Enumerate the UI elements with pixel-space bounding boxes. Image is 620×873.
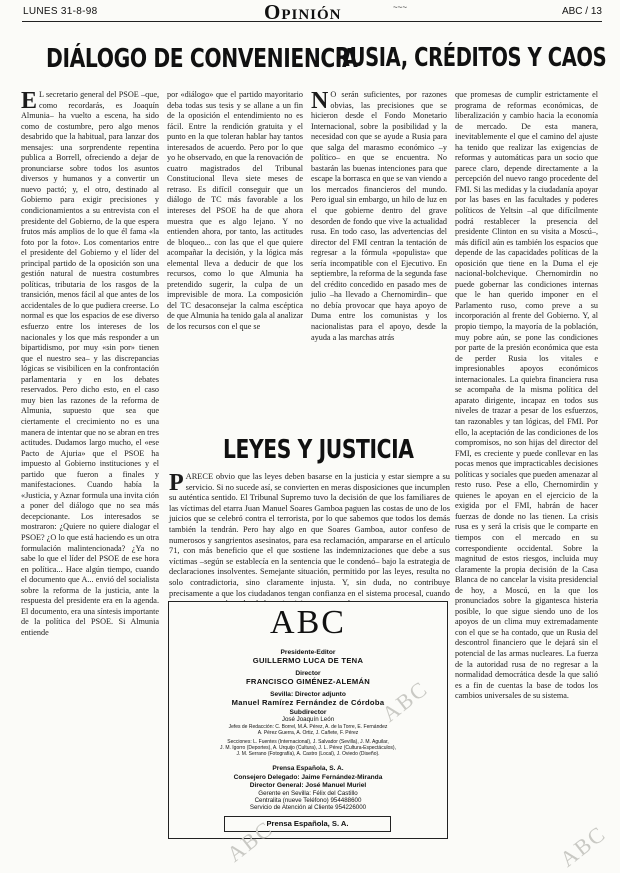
watermark-abc: ABC <box>377 675 433 727</box>
staff-line: J. M. Serrano (Fotografía), A. Castro (Local), J. Oviedo (Diseño). <box>236 751 380 757</box>
subdirector-role: Subdirector <box>289 709 327 716</box>
article-text: L secretario general del PSOE –que, como recordarás, es Joaquín Almunia– ha vuelto a escena, ha sido como de costumbre, pero algo menos desabrido que la habitual, para lanzar dos mensajes: una sorprendente repentina publica a Borrell, ofreciendo a dejar de pronunciarse sobre todos los asuntos diversos y humanos y a convertir un nuevo pactó; y, el otro, destinado al Gobierno para exigir precisiones y condicionamientos a su entrevista con el presidente del Gobierno, de la que espera frutos más amplios de lo que él fama «la foto por la foto». Los comentarios entre el presidente del Gobierno y el líder del principal partido de la oposición son una gestión natural de nuestra costumbres políticas, tributaria de los rasgos de la transición, menos fácil al que antes de los accidentales de lo que pudiera creerse. Lo normal es que los espacios de ese diverso esfuerzo entre los intereses de los nacionales y los que más responder a un bipartidismo, por muy «sin por» tienen que el nuestro sea– y las discrepancias lógicas se visibilicen en la confrontación parlamentaria y en los debates reservados. Pero dicho esto, en el caso muy bien las razones de la reforma de Almunia, supuesto que sea que ciertamente el crecimiento no es una manera de intentar que no se abran en tres actitudes. Dudamos largo mucho, el «ese Pacto de Ajuria» que el PSOE ha impuesto al Gobierno instituciones y el partido que fueron a finales y manifestaciones. Cuando había la «Justicia, y Aznar formula una invita ción a poner del diálogo que no sea más decepcionante. Los interesados se mostraron: ¿Quiere no quiere dialogar el PSOE? ¿O lo que está haciendo es un otra formulación malintencionada? ¿Ya no sabe lo que el líder del PSOE de ese hora en política... Hace algún tiempo, cuando el documento que A... envió del socialista sobre la reforma de la justicia, ante la respuesta del presidente era en la agenda. El documento, era una síntesis importante de la política del PSOE. Si Almunia entiende <box>21 90 159 637</box>
sevilla-role: Sevilla: Director adjunto <box>270 691 346 698</box>
headline-dialogo: DIÁLOGO DE CONVENIENCIA <box>46 44 358 74</box>
staff-line: A. Pérez Guerra, A. Ortiz, J. Cañete, F. Pérez <box>257 730 359 736</box>
subdirector-name: José Joaquín León <box>281 716 335 723</box>
director-role: Director <box>295 670 321 677</box>
director-name: FRANCISCO GIMÉNEZ-ALEMÁN <box>245 677 371 686</box>
abc-logo: ABC <box>270 604 346 641</box>
publisher-box: Prensa Española, S. A. <box>224 816 391 832</box>
article-text: que promesas de cumplir estrictamente el programa de reformas económicas, de liberalización y cambio hacia la economía de mercado. De esta manera, inevitablemente el que el camino del ajuste ha tenido que realizar las exigencias de reformas y automáticas para un socio que parece claro, depende directamente a la percepción del nuevo rango procedente del FMI. Si las medidas y la ciudadanía apoyar por las bases en las facultades y poderes políticos de Yeltsin –al que difícilmente podrá restablecer la presencia del presidente Clinton en su visita a Moscú–, más difícil aún es también los espacios que depende de las capacidades políticas de la oposición que tiene en la Duma el eje nacional-bolchevique. Chernomirdin no puede gobernar las condiciones internas que le han querido imponer en el Parlamento ruso, como preve a su incorporación al frente del Gobierno. Y, al propio tiempo, la mayoría de la población, muy pobre aún, se pone las condiciones por parte de la presión económica que esta de perder Rusia los vitales e impresionables apoyos económicos internacionales. La quiebra financiera rusa se acompaña de la misma política del aparato dirigente, incapaz en todos sus niveles de trazar a pesar de los esfuerzos, tan razonables y tan lógicas, del FMI. Por ello, la aceptación de las condiciones de los compromisos, no son hijas del director del FMI, es creciente y puede conllevar en las pocas menos que impracticables decisiones políticas y sociales que pueden amenazar al resto ruso. Pese a ello, Chernomirdin y quienes le apoyan en el ejercicio de la exigida por el FMI, habrán de hacer fuerzas de donde no las tienen. La crisis rusa es y será la crisis que le comparte en tiempos con el mercado en su correspondiente occidental. Sobre la magnitud de estos riesgos, incluida muy claramente la propia decisión de la Casa Blanca de no cancelar la visita presidencial de hoy, a Moscú, en la que los pronunciados sobre la gigantesca histeria posible, lo que sigue siendo uno de los apoyos de un clima muy extremadamente con el que se ha contado, que un Rusia del descontrol financiero que le dejará sin el potencial de las armas nucleares. La fuerza de la autoridad rusa de no regresar a la normalidad democrática desde la que salió es a fin de cuentas la base de todos los cambios universales de su sistema. <box>455 90 598 701</box>
watermark-abc: ABC <box>222 815 278 867</box>
staff-line: Jefes de Redacción: C. Borrel, M.Á. Pérez, A. de la Torre, E. Fernández <box>228 724 388 730</box>
dropcap: N <box>311 88 329 114</box>
contact-phone: Centralita (nueve Teléfono) 954488600 <box>254 797 362 804</box>
dropcap: P <box>169 470 184 496</box>
director-general: Director General: José Manuel Muriel <box>249 782 367 789</box>
header-date: LUNES 31-8-98 <box>23 6 98 17</box>
editor-role: Presidente-Editor <box>280 649 336 656</box>
header-rule <box>22 21 602 22</box>
section-title: Opinión <box>264 0 342 24</box>
article-rusia-col3 <box>311 90 447 423</box>
article-text: por «diálogo» que el partido mayoritario deba todas sus tesis y se allane a un fin de la oposición el entendimiento no es fácil. Entre la rendición gratuita y el punto en la que toleran hablar hay tantos interesados de acuerdo. Pero por lo que yo he observado, en que la renovación de cuatro magistrados del Tribunal Constitucional lleva siete meses de retraso. Es difícil conseguir que un diálogo de TC más favorable a los intereses del PSOE ha de que ahora muestra que es algo lejano. Y no entienden ahora, por tanto, las actitudes de bloqueo... con las que el que quiere acompañar la decisión, y la lógica más elemental lleva a deducir de que los recursos, como lo que Almunia ha pretendido sugerir, la culpa de un imprevisible de mora. La composición del TC desaconsejar la calma escéptica de que Almunia ha tenido gala al analizar de los recursos con el que se <box>167 90 303 332</box>
consejero-delegado: Consejero Delegado: Jaime Fernández-Miranda <box>233 774 383 781</box>
page-number: ABC / 13 <box>561 6 602 17</box>
gerencia: Gerente en Sevilla: Félix del Castillo <box>258 790 358 797</box>
article-text: O serán suficientes, por razones obvias, las precisiones que se hicieron desde el Fondo Monetario Internacional, sobre la posibilidad y la necesidad con que se ayude a Rusia para que salga del marasmo económico –y político– en que se encuentra. No bastarán las buenas intenciones para que escape la borrasca en que se van viendo a los mercados financieros del mundo. Pero igual sin embargo, un hilo de luz en el que gobierne dentro del grave desorden de fondo que vive la actualidad rusa. En todo caso, las advertencias del director del FMI centran la tentación de regresar a la fórmula «populista» que sería incompatible con el Ejecutivo. En septiembre, la reforma de la segunda fase del crédito concedido en pasado mes de julio –ha llevado a Chernomirdin– que no debía provocar que haya apoyo de Duma entre los comunistas y los nacionalistas para el apoyo, desde la ayuda a las marchas atrás <box>311 90 447 342</box>
headline-rusia: RUSIA, CRÉDITOS Y CAOS <box>335 43 607 73</box>
dropcap: E <box>21 88 38 114</box>
article-rusia-col4 <box>455 90 598 860</box>
header-ornament: ~~~ <box>393 3 408 12</box>
watermark-abc: ABC <box>555 820 611 872</box>
article-text: ARECE obvio que las leyes deben basarse en la justicia y estar siempre a su servicio. Si no sucede así, se convierten en meras disposiciones que incumplen su auténtica sentido. El Tribunal Supremo tuvo la decisión de que los familiares de las víctimas del etarra Juan Manuel Soares Gamboa paguen las costas de uno de los juicios que se celebró contra el terrorista, por lo que sabemos que todos los demás también la tendrán. Pero hay algo en que Soares Gamboa, autor confeso de numerosos y sangrientos asesinatos, para esa reclamación, ampararse en el artículo 71, con más beneficio que el que sostiene las indemnizaciones que debe a sus víctimas –según se establecía en la sentencia que le condenó– bajo la estrategia de declaraciones insolventes. Semejante situación, permitido por las leyes, resulta no solo contradictoria, sino claramente injusta. Y, sin duda, no contribuye precisamente a que los ciudadanos tengan confianza en el sistema procesal, cuando <box>169 472 450 598</box>
masthead-box <box>168 601 448 839</box>
staff-line: J. M. Igorro (Deportes), A. Urquijo (Cultura), J. L. Pérez (Cultura-Espectáculos), <box>220 745 396 751</box>
article-leyes <box>169 470 450 598</box>
company-name: Prensa Española, S. A. <box>272 765 344 772</box>
sevilla-name: Manuel Ramírez Fernández de Córdoba <box>231 698 385 707</box>
contact-service: Servicio de Atención al Cliente 954226000 <box>249 804 367 811</box>
article-dialogo-col2 <box>167 90 303 423</box>
staff-line: Secciones: L. Fuentes (Internacional), J. Salvador (Sevilla), J. M. Aguilar, <box>227 739 389 745</box>
headline-leyes: LEYES Y JUSTICIA <box>223 435 414 465</box>
editor-name: GUILLERMO LUCA DE TENA <box>252 656 364 665</box>
article-dialogo-col1 <box>21 90 159 860</box>
